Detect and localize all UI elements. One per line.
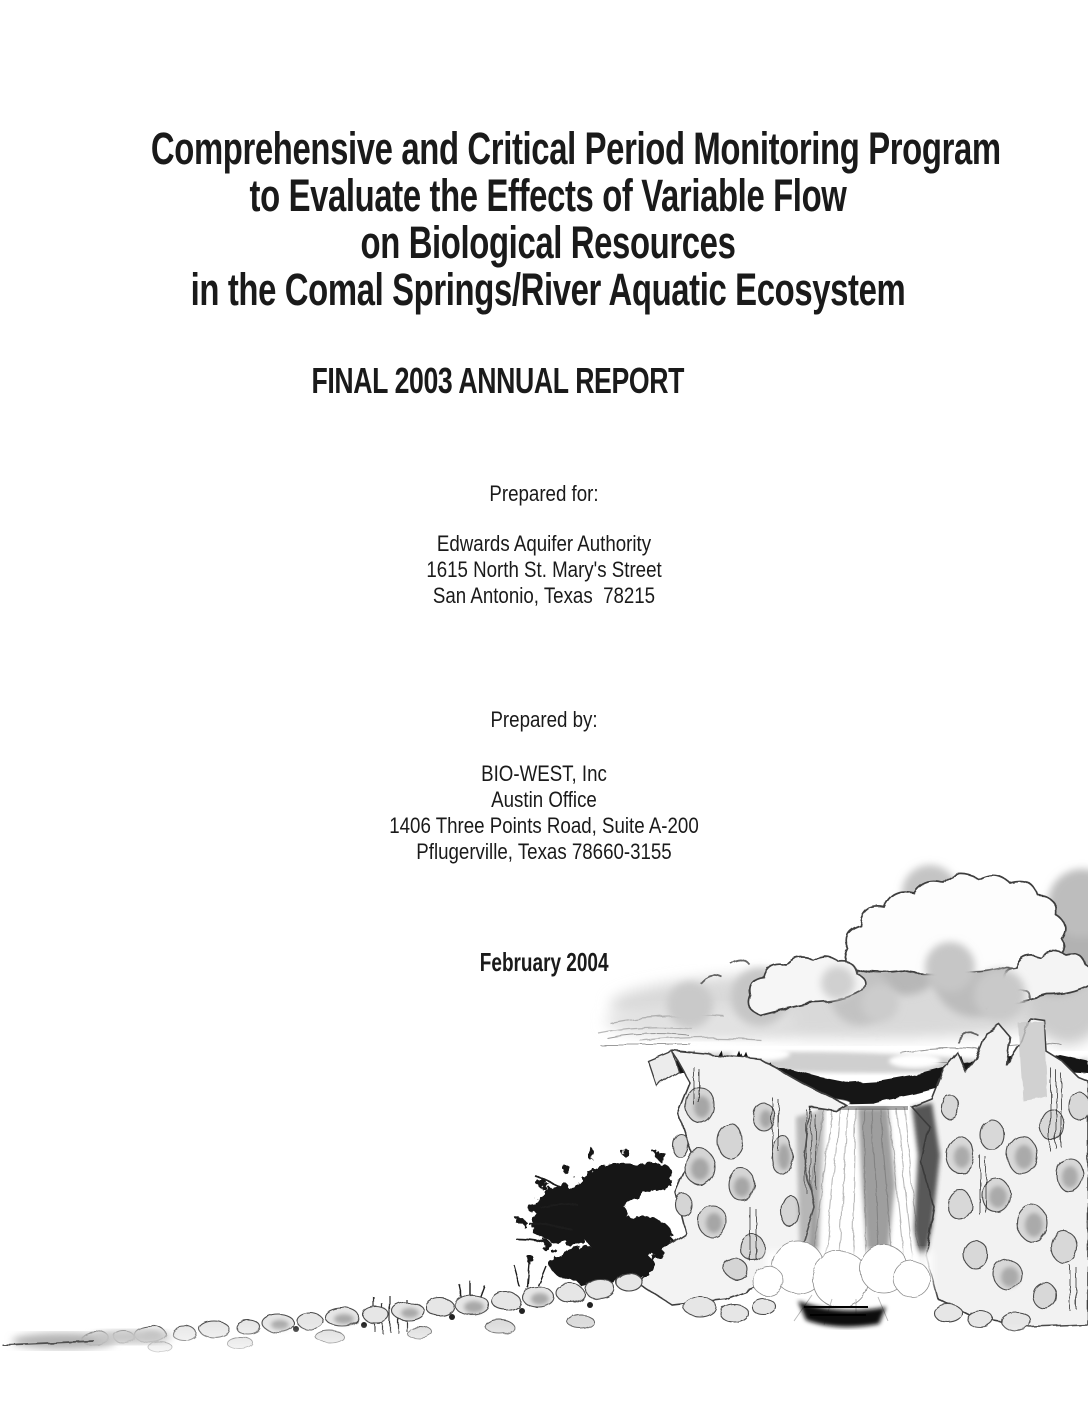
title-line-4: in the Comal Springs/River Aquatic Ecosystem xyxy=(190,264,906,316)
bottom-fade xyxy=(0,1323,1088,1371)
prepared-for-line-1: Edwards Aquifer Authority xyxy=(436,531,652,556)
prepared-for-label: Prepared for: xyxy=(489,481,599,506)
prepared-by-line-3: 1406 Three Points Road, Suite A-200 xyxy=(389,813,699,838)
report-date: February 2004 xyxy=(479,947,609,977)
bottom-white xyxy=(0,1365,1088,1408)
prepared-by-line-4: Pflugerville, Texas 78660-3155 xyxy=(416,839,672,864)
report-heading: FINAL 2003 ANNUAL REPORT xyxy=(311,360,685,401)
title-line-3: on Biological Resources xyxy=(360,217,736,269)
report-heading-row xyxy=(0,361,1042,401)
prepared-for-line-2: 1615 North St. Mary's Street xyxy=(426,557,662,582)
prepared-by-line-1: BIO-WEST, Inc xyxy=(481,761,607,786)
foliage-slope xyxy=(516,1147,674,1285)
prepared-by-address xyxy=(82,761,1007,865)
title-line-2: to Evaluate the Effects of Variable Flow xyxy=(249,170,847,222)
title-line-1: Comprehensive and Critical Period Monitoring Program xyxy=(150,123,1001,175)
prepared-by-line-2: Austin Office xyxy=(491,787,597,812)
prepared-by-label: Prepared by: xyxy=(490,707,598,732)
cover-illustration-waterfall-sketch xyxy=(0,855,1088,1408)
report-title xyxy=(150,123,1001,316)
prepared-for-line-3: San Antonio, Texas 78215 xyxy=(432,583,656,608)
prepared-for-address xyxy=(82,531,1007,609)
waterfall-mist-and-pool xyxy=(753,1241,932,1327)
